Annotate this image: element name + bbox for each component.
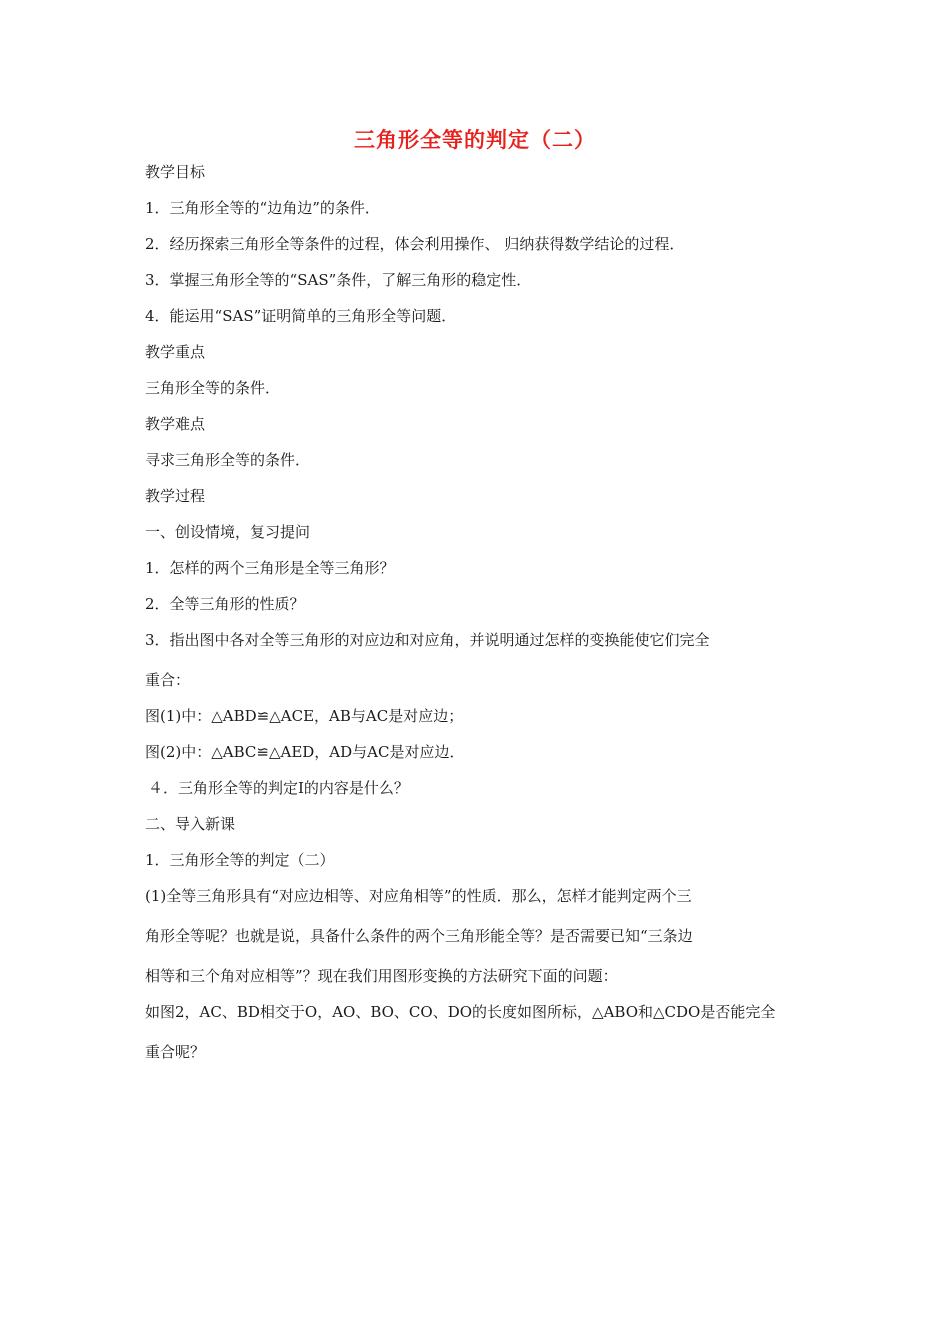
document-body [145,160,785,1076]
objective-3: 3．掌握三角形全等的“SAS”条件，了解三角形的稳定性． [145,271,532,289]
document-title: 三角形全等的判定（二） [354,127,596,152]
figure-2-note: 图(2)中：△ABC≌△AED，AD与AC是对应边． [145,743,465,761]
difficulty-text: 寻求三角形全等的条件． [145,451,311,469]
key-point-text: 三角形全等的条件． [145,379,281,397]
subsection-heading-review: 一、创设情境，复习提问 [145,523,311,541]
new-lesson-item-1: 1．三角形全等的判定（二） [145,851,335,869]
objective-4: 4．能运用“SAS”证明简单的三角形全等问题． [145,307,457,325]
review-question-2: 2．全等三角形的性质？ [145,595,305,613]
review-question-1: 1．怎样的两个三角形是全等三角形？ [145,559,395,577]
review-question-4: ４．三角形全等的判定Ⅰ的内容是什么？ [148,779,409,797]
paragraph-line-1: (1)全等三角形具有“对应边相等、对应角相等”的性质．那么，怎样才能判定两个三 [145,887,692,905]
subsection-heading-new-lesson: 二、导入新课 [145,815,236,833]
paragraph-line-4: 如图2，AC、BD相交于O，AO、BO、CO、DO的长度如图所标，△ABO和△CDO是否能完全 [145,1003,776,1021]
figure-1-note: 图(1)中：△ABD≌△ACE，AB与AC是对应边； [145,707,464,725]
section-heading-objectives: 教学目标 [145,163,206,181]
section-heading-process: 教学过程 [145,487,206,505]
paragraph-line-3: 相等和三个角对应相等”？现在我们用图形变换的方法研究下面的问题： [145,967,618,985]
review-question-3: 3．指出图中各对全等三角形的对应边和对应角，并说明通过怎样的变换能使它们完全 [145,631,710,649]
review-question-3-cont: 重合： [145,671,191,689]
paragraph-line-5: 重合呢？ [145,1043,206,1061]
section-heading-difficulties: 教学难点 [145,415,206,433]
section-heading-key-points: 教学重点 [145,343,206,361]
objective-1: 1．三角形全等的“边角边”的条件． [145,199,380,217]
paragraph-line-2: 角形全等呢？也就是说，具备什么条件的两个三角形能全等？是否需要已知“三条边 [145,927,693,945]
objective-2: 2．经历探索三角形全等条件的过程，体会利用操作、 归纳获得数学结论的过程． [145,235,685,253]
